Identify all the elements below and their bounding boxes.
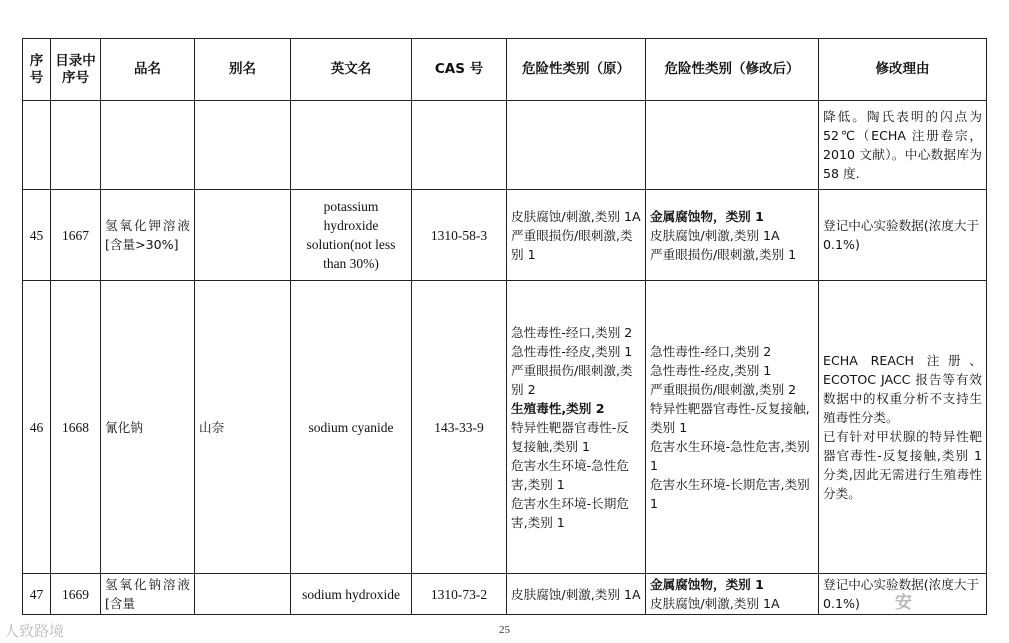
- header-hazard-modified: 危险性类别（修改后）: [646, 39, 819, 101]
- cell-catalog-no: 1669: [51, 574, 101, 615]
- cell-alias: [195, 574, 291, 615]
- cell-cas: 1310-73-2: [412, 574, 507, 615]
- table-row: [23, 101, 987, 190]
- header-serial: 序号: [23, 39, 51, 101]
- cell-catalog-no: 1667: [51, 190, 101, 281]
- header-english-name: 英文名: [291, 39, 412, 101]
- cell-no: 46: [23, 281, 51, 574]
- cell-english: [291, 101, 412, 190]
- cell-name: 氰化钠: [101, 281, 195, 574]
- cell-hazard-original: 皮肤腐蚀/刺激,类别 1A 严重眼损伤/眼刺激,类别 1: [507, 190, 646, 281]
- cell-catalog-no: [51, 101, 101, 190]
- header-reason: 修改理由: [819, 39, 987, 101]
- cell-hazard-modified: [646, 101, 819, 190]
- watermark-right: 安: [895, 593, 912, 613]
- cell-english: sodium cyanide: [291, 281, 412, 574]
- header-catalog-no: 目录中序号: [51, 39, 101, 101]
- table-row: [23, 281, 987, 574]
- cell-cas: 1310-58-3: [412, 190, 507, 281]
- table-header-row: [23, 39, 987, 101]
- table-row: [23, 190, 987, 281]
- cell-hazard-original: [507, 281, 646, 574]
- chemical-hazard-table: [22, 38, 987, 615]
- cell-hazard-modified: [646, 190, 819, 281]
- hazard-original-part-b: 特异性靶器官毒性-反复接触,类别 1 危害水生环境-急性危害,类别 1 危害水生环境-长期危害,类别 1: [511, 419, 629, 530]
- header-alias: 别名: [195, 39, 291, 101]
- hazard-original-part-a: 急性毒性-经口,类别 2 急性毒性-经皮,类别 1 严重眼损伤/眼刺激,类别 2: [511, 324, 633, 397]
- page-number: 25: [499, 624, 510, 636]
- cell-alias: [195, 190, 291, 281]
- cell-english: sodium hydroxide: [291, 574, 412, 615]
- cell-catalog-no: 1668: [51, 281, 101, 574]
- cell-reason: 登记中心实验数据(浓度大于 0.1%): [819, 190, 987, 281]
- cell-hazard-modified: 急性毒性-经口,类别 2 急性毒性-经皮,类别 1 严重眼损伤/眼刺激,类别 2 特异性靶器官毒性-反复接触,类别 1 危害水生环境-急性危害,类别 1 危害水生环境-长期危害,类别 1: [646, 281, 819, 574]
- cell-alias: [195, 101, 291, 190]
- header-name: 品名: [101, 39, 195, 101]
- header-hazard-original: 危险性类别（原）: [507, 39, 646, 101]
- cell-cas: [412, 101, 507, 190]
- header-cas: CAS 号: [412, 39, 507, 101]
- cell-name: 氢氧化钠溶液[含量: [101, 574, 195, 615]
- watermark-left: 人致路境: [4, 622, 65, 640]
- cell-reason: ECHA REACH 注册、ECOTOC JACC 报告等有效数据中的权重分析不支持生殖毒性分类。 已有针对甲状腺的特异性靶器官毒性-反复接触,类别 1 分类,因此无需进行生殖毒性分类。: [819, 281, 987, 574]
- cell-hazard-modified: [646, 574, 819, 615]
- cell-name: 氢氧化钾溶液[含量>30%]: [101, 190, 195, 281]
- cell-english: potassium hydroxide solution(not less than 30%): [291, 190, 412, 281]
- cell-reason: 降低。陶氏表明的闪点为 52℃（ECHA 注册卷宗，2010 文献）。中心数据库为 58 度.: [819, 101, 987, 190]
- hazard-modified-text: 皮肤腐蚀/刺激,类别 1A 严重眼损伤/眼刺激,类别 1: [650, 227, 797, 262]
- cell-no: 47: [23, 574, 51, 615]
- hazard-modified-text: 皮肤腐蚀/刺激,类别 1A: [650, 596, 780, 611]
- cell-hazard-original: 皮肤腐蚀/刺激,类别 1A: [507, 574, 646, 615]
- cell-alias: 山奈: [195, 281, 291, 574]
- cell-name: [101, 101, 195, 190]
- cell-cas: 143-33-9: [412, 281, 507, 574]
- hazard-added-bold: 金属腐蚀物，类别 1: [650, 577, 764, 592]
- cell-no: 45: [23, 190, 51, 281]
- hazard-removed-bold: 生殖毒性,类别 2: [511, 400, 605, 416]
- cell-reason: 登记中心实验数据(浓度大于 0.1%): [819, 574, 987, 615]
- cell-hazard-original: [507, 101, 646, 190]
- table-row: [23, 574, 987, 615]
- cell-no: [23, 101, 51, 190]
- hazard-added-bold: 金属腐蚀物，类别 1: [650, 208, 764, 224]
